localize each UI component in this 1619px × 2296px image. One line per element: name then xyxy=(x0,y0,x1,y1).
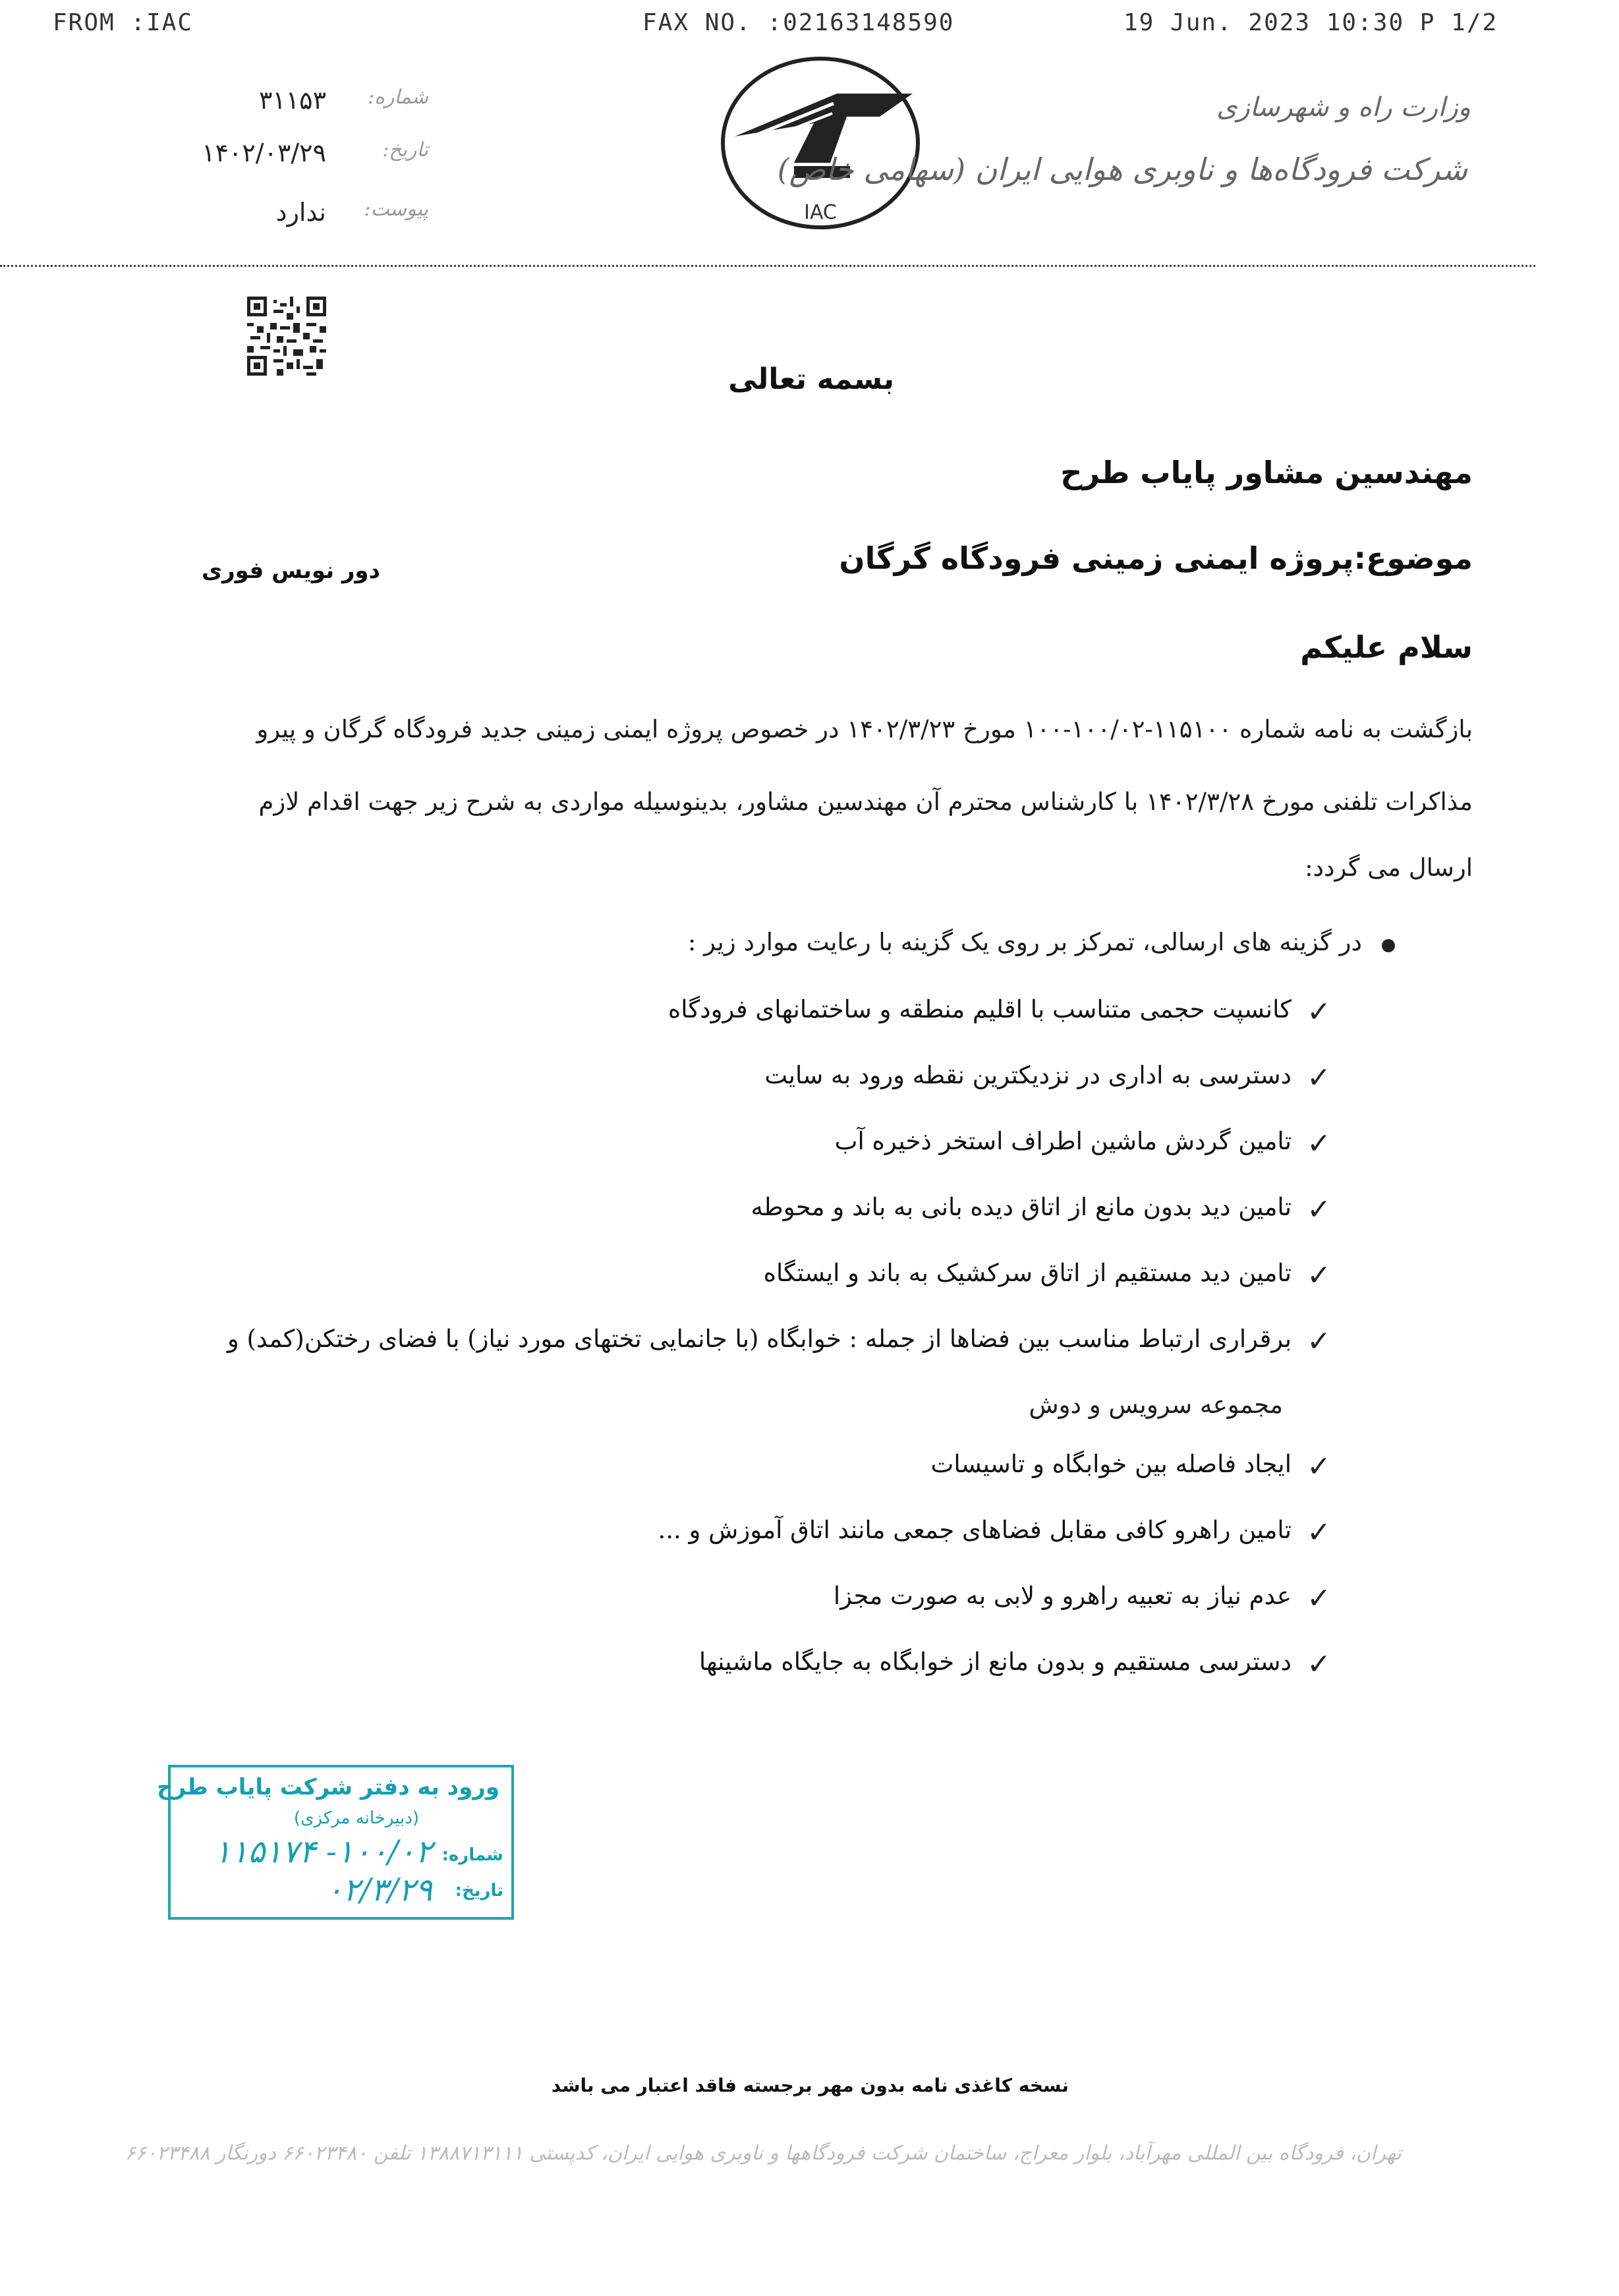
org-company-name: شرکت فرودگاه‌ها و ناوبری هوایی ایران (سهامی خاص) xyxy=(777,152,1467,187)
letter-recipient: مهندسین مشاور پایاب طرح xyxy=(1060,455,1473,490)
fax-from: FROM :IAC xyxy=(53,9,194,36)
fax-datetime: 19 Jun. 2023 10:30 P 1/2 xyxy=(1123,9,1498,36)
check-item-text: تامین دید مستقیم از اتاق سرکشیک به باند و ایستگاه xyxy=(763,1259,1292,1287)
fax-number: FAX NO. :02163148590 xyxy=(642,9,955,36)
meta-attachment-value: ندارد xyxy=(275,198,326,227)
check-item-continuation: مجموعه سرویس و دوش xyxy=(1029,1391,1283,1419)
check-item xyxy=(185,1450,1331,1509)
stamp-date-value: ۰۲/۳/۲۹ xyxy=(326,1872,432,1909)
footer-address: تهران، فرودگاه بین المللی مهرآباد، بلوار معراج، ساختمان شرکت فرودگاهها و ناوبری هوایی ایران، کدپستی ۱۳۸۸۷۱۳۱۱۱ تلفن ۶۶۰۲۳۴۸۰ دورنگار ۶۶۰۲۳۴۸۸ xyxy=(125,2142,1402,2165)
checkmark-icon: ✓ xyxy=(1307,1582,1331,1615)
meta-number-value: ۳۱۱۵۳ xyxy=(258,86,326,115)
check-item-text: دسترسی به اداری در نزدیکترین نقطه ورود به سایت xyxy=(764,1061,1292,1089)
paragraph-line-2: مذاکرات تلفنی مورخ ۱۴۰۲/۳/۲۸ با کارشناس محترم آن مهندسین مشاور، بدینوسیله مواردی به شرح زیر جهت اقدام لازم xyxy=(258,788,1473,816)
checkmark-icon: ✓ xyxy=(1307,1450,1331,1483)
receipt-stamp xyxy=(157,1765,514,1920)
check-item xyxy=(185,1193,1331,1252)
check-item-text: تامین دید بدون مانع از اتاق دیده بانی به باند و محوطه xyxy=(751,1193,1292,1221)
logo-text: IAC xyxy=(804,201,837,224)
bullet-intro: در گزینه های ارسالی، تمرکز بر روی یک گزینه با رعایت موارد زیر : xyxy=(687,928,1362,956)
check-item xyxy=(185,1648,1331,1707)
check-item-text: تامین راهرو کافی مقابل فضاهای جمعی مانند اتاق آموزش و ... xyxy=(658,1516,1292,1544)
check-item xyxy=(185,1516,1331,1575)
checkmark-icon: ✓ xyxy=(1307,1516,1331,1549)
stamp-number-label: شماره: xyxy=(441,1845,503,1865)
bullet-dot xyxy=(1382,939,1395,952)
iac-logo xyxy=(715,54,926,232)
org-ministry: وزارت راه و شهرسازی xyxy=(1216,92,1471,123)
urgency-note: دور نویس فوری xyxy=(201,558,380,584)
meta-date-value: ۱۴۰۲/۰۳/۲۹ xyxy=(202,138,326,167)
meta-number-row xyxy=(191,86,428,125)
meta-number-label: شماره: xyxy=(368,86,428,109)
paragraph-line-3: ارسال می گردد: xyxy=(1305,853,1473,882)
meta-attachment-row xyxy=(191,198,428,237)
letter-subject: موضوع:پروژه ایمنی زمینی فرودگاه گرگان xyxy=(839,540,1473,576)
check-item xyxy=(185,1061,1331,1120)
check-item xyxy=(185,1582,1331,1641)
check-item xyxy=(185,1259,1331,1318)
check-item xyxy=(185,1325,1331,1384)
check-item-text: برقراری ارتباط مناسب بین فضاها از جمله : خوابگاه (با جانمایی تختهای مورد نیاز) با فضای رختکن(کمد) و xyxy=(227,1325,1292,1353)
check-item xyxy=(185,995,1331,1054)
checkmark-icon: ✓ xyxy=(1307,1259,1331,1292)
check-item-text: ایجاد فاصله بین خوابگاه و تاسیسات xyxy=(930,1450,1292,1478)
checkmark-icon: ✓ xyxy=(1307,1325,1331,1358)
check-item-text: تامین گردش ماشین اطراف استخر ذخیره آب xyxy=(834,1127,1292,1155)
check-item-text: عدم نیاز به تعبیه راهرو و لابی به صورت مجزا xyxy=(833,1582,1292,1610)
letter-invocation: بسمه تعالی xyxy=(728,362,894,396)
footer-notice: نسخه کاغذی نامه بدون مهر برجسته فاقد اعتبار می باشد xyxy=(551,2075,1069,2096)
check-item-text: دسترسی مستقیم و بدون مانع از خوابگاه به جایگاه ماشینها xyxy=(698,1648,1292,1676)
checkmark-icon: ✓ xyxy=(1307,995,1331,1029)
meta-attachment-label: پیوست: xyxy=(364,198,428,221)
checkmark-icon: ✓ xyxy=(1307,1193,1331,1226)
letter-greeting: سلام علیکم xyxy=(1300,629,1473,665)
checkmark-icon: ✓ xyxy=(1307,1061,1331,1095)
meta-date-row xyxy=(191,138,428,178)
stamp-date-label: تاریخ: xyxy=(455,1881,503,1901)
qr-code xyxy=(247,297,326,376)
header-separator xyxy=(0,265,1535,267)
meta-date-label: تاریخ: xyxy=(382,138,428,161)
checkmark-icon: ✓ xyxy=(1307,1648,1331,1681)
check-item xyxy=(185,1127,1331,1186)
stamp-subtitle: (دبیرخانه مرکزی) xyxy=(293,1808,419,1828)
check-item-text: کانسپت حجمی متناسب با اقلیم منطقه و ساختمانهای فرودگاه xyxy=(667,995,1292,1023)
stamp-title: ورود به دفتر شرکت پایاب طرح xyxy=(157,1774,499,1800)
checkmark-icon: ✓ xyxy=(1307,1127,1331,1161)
paragraph-line-1: بازگشت به نامه شماره ۱۱۵۱۰۰-۱۰۰/۰۲-۱۰۰ مورخ ۱۴۰۲/۳/۲۳ در خصوص پروژه ایمنی زمینی جدید فرودگاه گرگان و پیرو xyxy=(256,715,1473,743)
stamp-number-value: ۱۰۰/۰۲- ۱۱۵۱۷۴ xyxy=(213,1833,432,1870)
